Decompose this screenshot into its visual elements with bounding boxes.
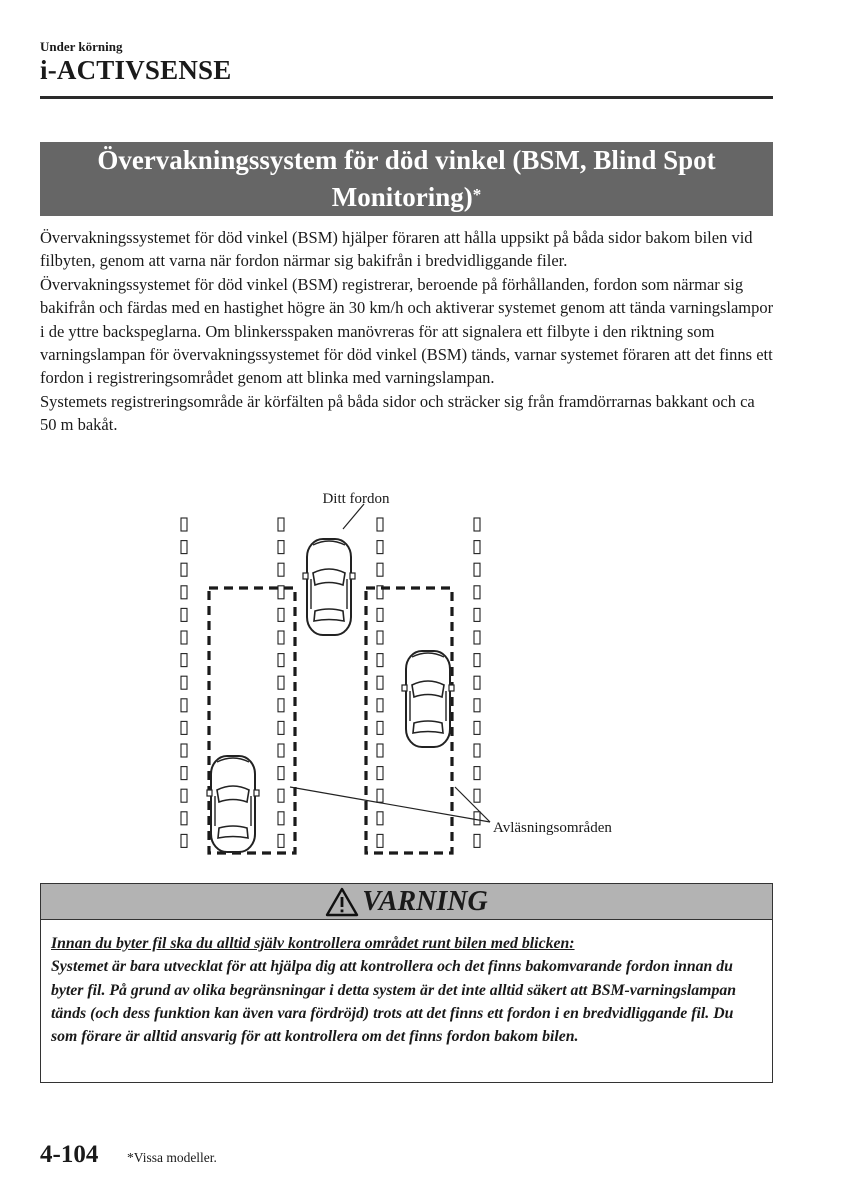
lane-dash — [474, 518, 480, 531]
vehicle-left-lane — [207, 756, 259, 852]
lane-dash — [181, 518, 187, 531]
warning-box — [40, 883, 773, 1083]
lane-dash — [181, 812, 187, 825]
page-title — [40, 142, 773, 216]
lane-dash — [474, 586, 480, 599]
lane-dash — [278, 563, 284, 576]
lane-dash — [474, 767, 480, 780]
lane-dash — [278, 541, 284, 554]
lane-dash — [377, 812, 383, 825]
warning-header — [41, 884, 772, 920]
paragraph: Övervakningssystemet för död vinkel (BSM) hjälper föraren att hålla uppsikt på båda sidor bakom bilen vid filbyten, genom att varna när fordon närmar sig bakifrån i bredvidliggande filer. — [40, 228, 753, 271]
page-title-line2-text: Monitoring) — [331, 182, 473, 212]
own-vehicle — [303, 539, 355, 635]
lane-dash — [377, 789, 383, 802]
lane-dash — [278, 789, 284, 802]
lane-dash — [278, 676, 284, 689]
detection-area-label: Avläsningsområden — [493, 820, 612, 836]
bsm-diagram — [0, 484, 847, 869]
lane-dash — [474, 631, 480, 644]
warning-text: Systemet är bara utvecklat för att hjälpa dig att kontrollera och det finns bakomvarande fordon innan du byter fil. På grund av olika begränsningar i detta system är det inte alltid säkert att BSM-varningslampan tänds (och dess funktion kan även vara fördröjd) trots att det finns ett fordon i en bredvidliggande fil. Du som förare är alltid ansvarig för att kontrollera om det finns fordon bakom bilen. — [51, 958, 737, 1046]
own-vehicle-label: Ditt fordon — [322, 491, 390, 507]
warning-lead: Innan du byter fil ska du alltid själv kontrollera området runt bilen med blicken: — [51, 935, 575, 952]
lane-dash — [377, 699, 383, 712]
lane-dash — [377, 563, 383, 576]
lane-dash — [181, 563, 187, 576]
lane-dash — [278, 518, 284, 531]
page-number: 4-104 — [40, 1141, 99, 1168]
lane-dash — [181, 789, 187, 802]
section-label: Under körning — [40, 39, 123, 54]
header-rule — [40, 96, 773, 99]
lane-dash — [181, 767, 187, 780]
lane-dash — [474, 744, 480, 757]
lane-dash — [474, 699, 480, 712]
lane-dash — [181, 699, 187, 712]
warning-title: VARNING — [362, 885, 488, 917]
lane-dash — [278, 586, 284, 599]
lane-dash — [181, 834, 187, 847]
paragraph: Systemets registreringsområde är körfälten på båda sidor och sträcker sig från framdörrarnas bakkant och ca 50 m bakåt. — [40, 391, 755, 435]
lane-dash — [377, 676, 383, 689]
lane-dash — [377, 834, 383, 847]
footnote: *Vissa modeller. — [127, 1150, 217, 1165]
chapter-title: i-ACTIVSENSE — [40, 55, 232, 85]
lane-dash — [377, 608, 383, 621]
page-title-line2 — [40, 179, 773, 216]
lane-dash — [474, 789, 480, 802]
lane-dash — [474, 812, 480, 825]
lane-dash — [474, 563, 480, 576]
lane-dash — [474, 834, 480, 847]
lane-dash — [474, 541, 480, 554]
lane-dash — [474, 654, 480, 667]
lane-dash — [377, 541, 383, 554]
lane-dash — [377, 767, 383, 780]
lane-dash — [278, 608, 284, 621]
lane-dash — [181, 744, 187, 757]
lane-dash — [278, 631, 284, 644]
lane-dash — [377, 744, 383, 757]
page-title-line1: Övervakningssystem för död vinkel (BSM, Blind Spot — [97, 145, 716, 175]
lane-dash — [181, 654, 187, 667]
lane-dash — [181, 676, 187, 689]
own-vehicle-leader — [343, 504, 364, 529]
lane-dash — [278, 699, 284, 712]
warning-triangle-icon — [325, 887, 359, 917]
body-text — [40, 226, 775, 437]
lane-dash — [278, 744, 284, 757]
warning-body — [41, 920, 772, 1048]
lane-dash — [181, 541, 187, 554]
lane-dash — [377, 518, 383, 531]
lane-dash — [278, 654, 284, 667]
lane-dash — [377, 654, 383, 667]
lane-dash — [377, 721, 383, 734]
lane-dash — [278, 834, 284, 847]
lane-dash — [278, 767, 284, 780]
lane-dash — [377, 631, 383, 644]
lane-dash — [181, 586, 187, 599]
vehicle-right-lane — [402, 651, 454, 747]
lane-dash — [278, 812, 284, 825]
paragraph: Övervakningssystemet för död vinkel (BSM) registrerar, beroende på förhållanden, fordon som närmar sig bakifrån och färdas med en hastighet högre än 30 km/h och aktiverar systemet genom att tända varningslampor i de yttre backspeglarna. Om blinkersspaken manövreras för att signalera ett filbyte i den riktning som varningslampan för övervakningssystemet för död vinkel (BSM) tänds, varnar systemet föraren att det finns ett fordon i registreringsområdet genom att blinka med varningslampan. — [40, 274, 774, 388]
lane-dash — [278, 721, 284, 734]
lane-dash — [181, 608, 187, 621]
model-footnote-mark: * — [472, 185, 482, 204]
lane-dash — [474, 721, 480, 734]
lane-dash — [181, 631, 187, 644]
lane-dash — [181, 721, 187, 734]
lane-dash — [474, 676, 480, 689]
lane-dash — [474, 608, 480, 621]
